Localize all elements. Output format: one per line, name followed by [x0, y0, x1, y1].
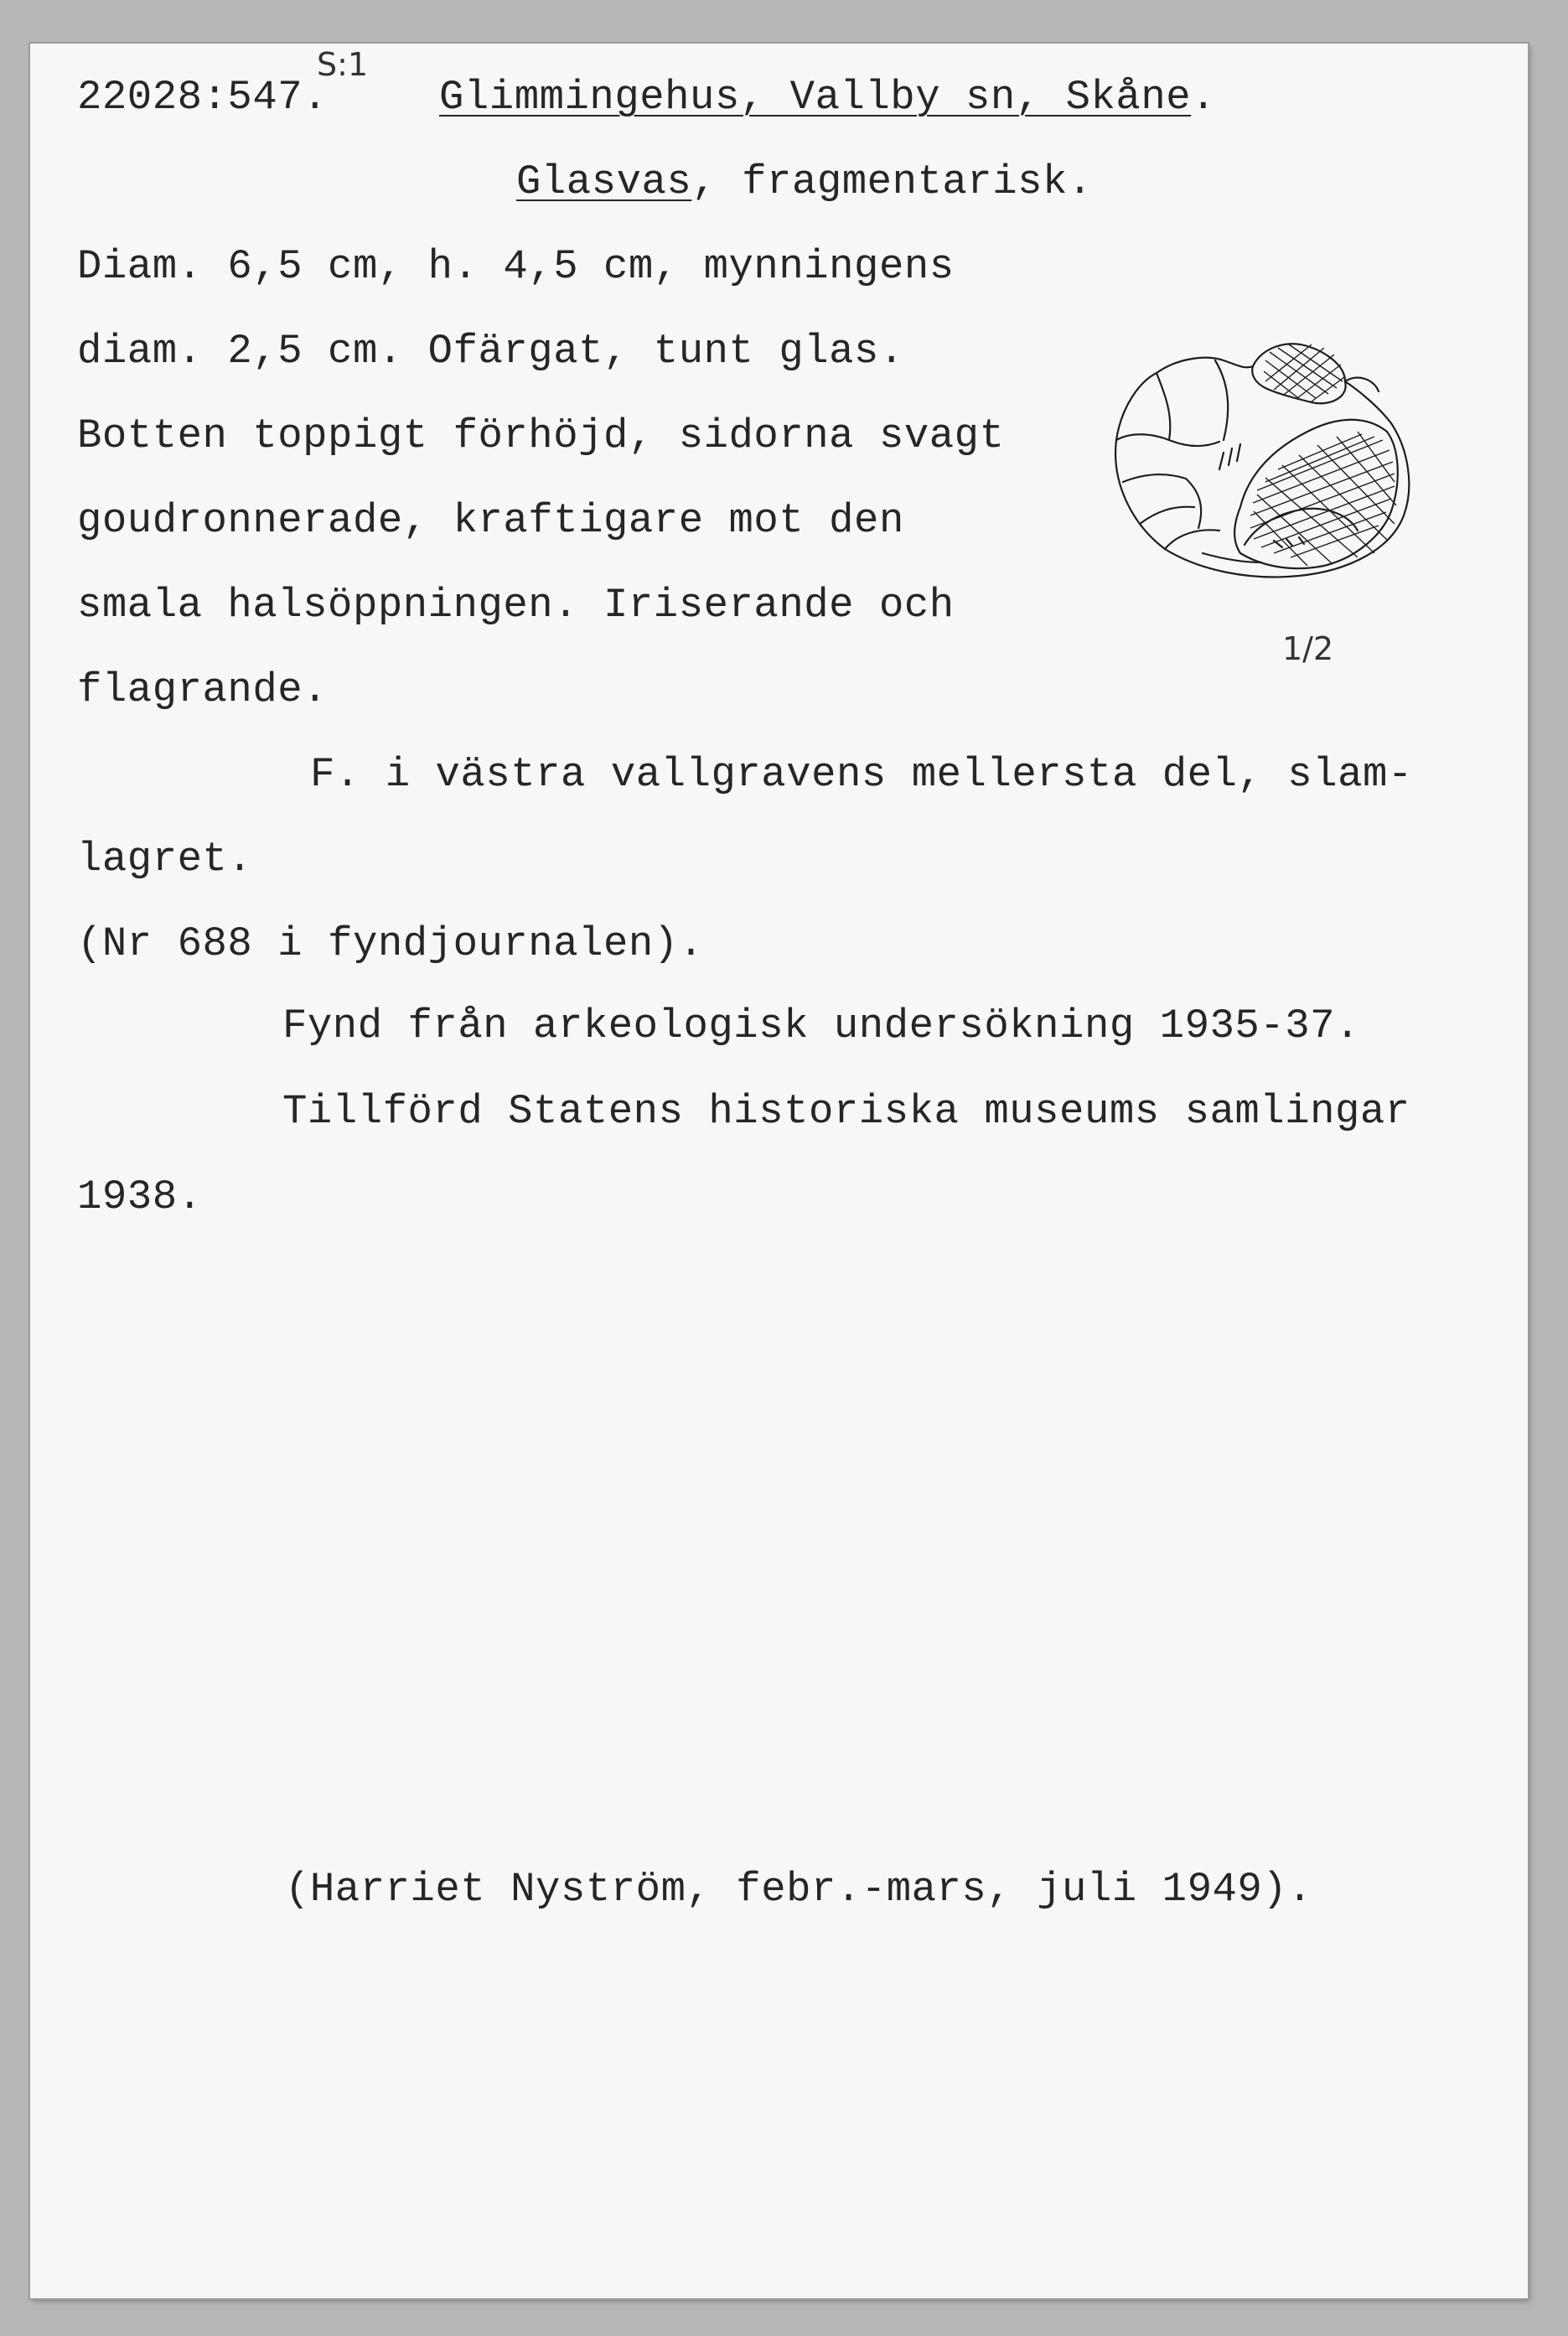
description-line: Botten toppigt förhöjd, sidorna svagt	[77, 412, 1005, 459]
transfer-note: Tillförd Statens historiska museums samlingar	[282, 1088, 1410, 1135]
description-line: flagrande.	[77, 666, 329, 713]
transfer-year: 1938.	[77, 1173, 203, 1220]
site-line	[439, 74, 1217, 121]
site-period: .	[1191, 74, 1217, 121]
glass-vase-sketch	[1106, 314, 1441, 599]
description-line: goudronnerade, kraftigare mot den	[77, 497, 904, 544]
description-line: Diam. 6,5 cm, h. 4,5 cm, mynningens	[77, 243, 955, 290]
find-location: F. i västra vallgravens mellersta del, slam-	[310, 751, 1413, 798]
inventory-number: 22028:547.	[77, 74, 329, 121]
site-name: Glimmingehus, Vallby sn, Skåne	[439, 74, 1192, 121]
find-location-cont: lagret.	[77, 836, 253, 883]
description-line: smala halsöppningen. Iriserande och	[77, 582, 955, 629]
scale-note: 1/2	[1282, 630, 1334, 667]
excavation-note: Fynd från arkeologisk undersökning 1935-37.	[282, 1002, 1360, 1049]
object-name: Glasvas	[516, 158, 692, 205]
description-line: diam. 2,5 cm. Ofärgat, tunt glas.	[77, 328, 904, 375]
sub-number: S:1	[317, 46, 369, 83]
object-condition: , fragmentarisk.	[691, 158, 1093, 205]
object-line	[516, 158, 1093, 205]
journal-reference: (Nr 688 i fyndjournalen).	[77, 920, 704, 967]
author-note: (Harriet Nyström, febr.-mars, juli 1949).	[285, 1866, 1313, 1913]
